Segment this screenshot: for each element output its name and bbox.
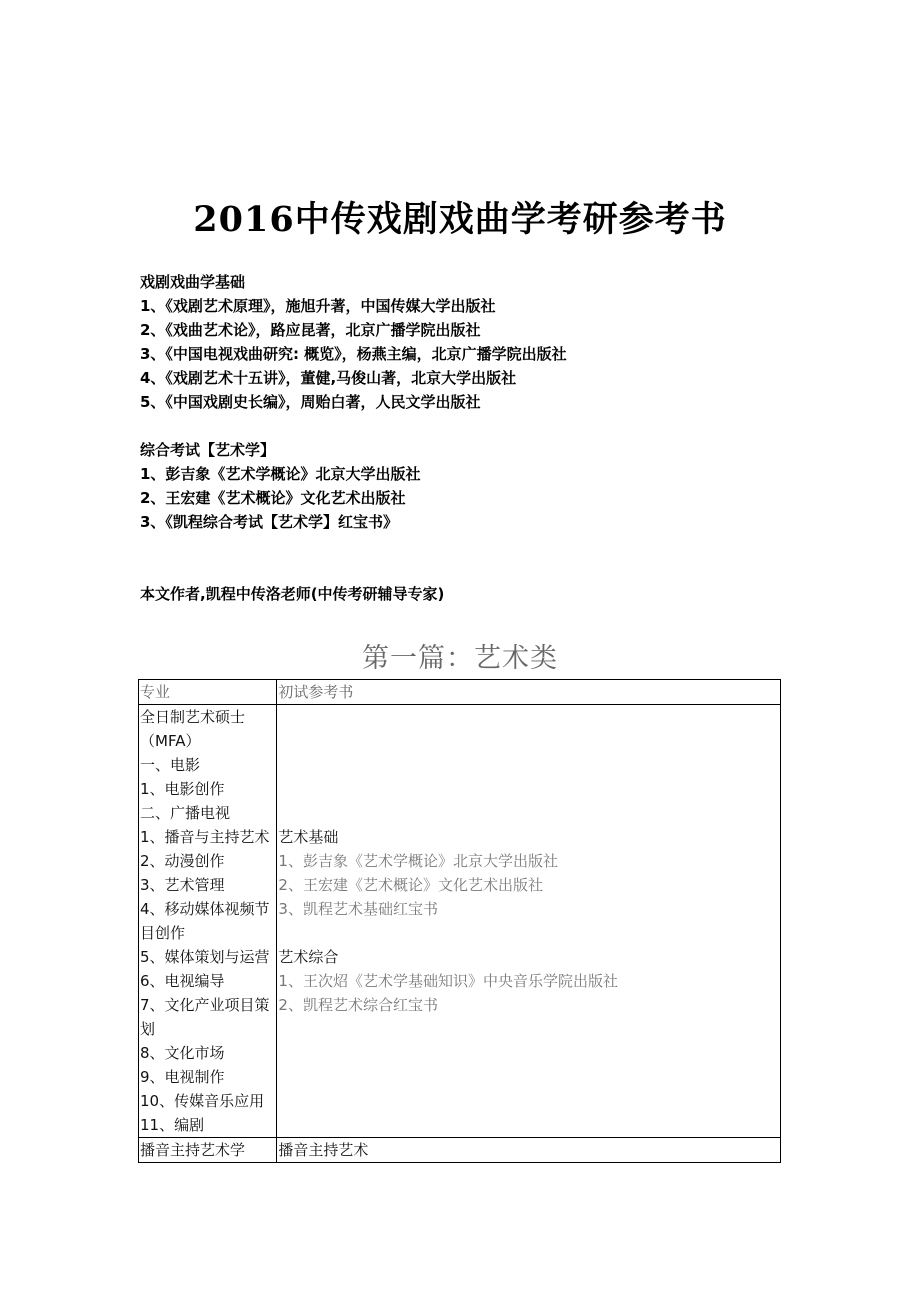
cell-line: 1、播音与主持艺术 (140, 828, 270, 846)
header-cell-books: 初试参考书 (277, 680, 781, 705)
cell-line: 2、动漫创作 (140, 852, 225, 870)
list-item: 4、《戏剧艺术十五讲》，董健,马俊山著，北京大学出版社 (140, 369, 517, 387)
list-item: 1、彭吉象《艺术学概论》北京大学出版社 (140, 465, 421, 483)
cell-line: 1、彭吉象《艺术学概论》北京大学出版社 (278, 852, 558, 870)
list-item: 5、《中国戏剧史长编》，周贻白著，人民文学出版社 (140, 393, 481, 411)
cell-line: 4、移动媒体视频节目创作 (140, 900, 270, 942)
cell-line: 3、凯程艺术基础红宝书 (278, 900, 438, 918)
cell-line: 1、王次炤《艺术学基础知识》中央音乐学院出版社 (278, 972, 618, 990)
cell-line: 1、电影创作 (140, 780, 225, 798)
table-row (139, 1138, 781, 1163)
table-cell-majors (139, 705, 277, 1138)
cell-line (278, 777, 780, 801)
table-cell-book: 播音主持艺术 (277, 1138, 781, 1163)
cell-line: 二、广播电视 (140, 804, 231, 822)
chapter-title: 第一篇：艺术类 (362, 643, 558, 674)
list-item: 3、《凯程综合考试【艺术学】红宝书》 (140, 513, 398, 531)
page-title: 2016中传戏剧戏曲学考研参考书 (193, 199, 727, 240)
header-cell-major: 专业 (139, 680, 277, 705)
cell-line: 2、凯程艺术综合红宝书 (278, 996, 438, 1014)
cell-line: 艺术基础 (278, 828, 339, 846)
cell-line: 2、王宏建《艺术概论》文化艺术出版社 (278, 876, 543, 894)
cell-line: 一、电影 (140, 756, 201, 774)
table-header-row (139, 680, 781, 705)
cell-line (278, 705, 780, 729)
section-heading: 综合考试【艺术学】 (140, 441, 276, 459)
cell-line: 5、媒体策划与运营 (140, 948, 270, 966)
cell-line: 10、传媒音乐应用 (140, 1092, 265, 1110)
cell-line (278, 753, 780, 777)
cell-line: 8、文化市场 (140, 1044, 225, 1062)
author-line: 本文作者,凯程中传洛老师(中传考研辅导专家) (140, 585, 445, 603)
table-cell-major: 播音主持艺术学 (139, 1138, 277, 1163)
cell-line: 7、文化产业项目策划 (140, 996, 270, 1038)
section-drama-basics (140, 270, 567, 414)
cell-line (278, 921, 780, 945)
cell-line: 3、艺术管理 (140, 876, 225, 894)
table-row (139, 705, 781, 1138)
list-item: 2、《戏曲艺术论》，路应昆著，北京广播学院出版社 (140, 321, 481, 339)
cell-line: 9、电视制作 (140, 1068, 225, 1086)
list-item: 1、《戏剧艺术原理》，施旭升著，中国传媒大学出版社 (140, 297, 496, 315)
list-item: 2、王宏建《艺术概论》文化艺术出版社 (140, 489, 406, 507)
cell-line: 全日制艺术硕士 (140, 708, 246, 726)
cell-line (278, 729, 780, 753)
cell-line: 11、编剧 (140, 1116, 205, 1134)
cell-line: （MFA） (140, 732, 201, 750)
cell-line: 6、电视编导 (140, 972, 225, 990)
table-cell-books (277, 705, 781, 1138)
section-heading: 戏剧戏曲学基础 (140, 273, 246, 291)
cell-line: 艺术综合 (278, 948, 339, 966)
cell-line (278, 801, 780, 825)
list-item: 3、《中国电视戏曲研究: 概览》，杨燕主编，北京广播学院出版社 (140, 345, 567, 363)
section-comprehensive-exam (140, 438, 420, 534)
reference-table (138, 679, 781, 1163)
